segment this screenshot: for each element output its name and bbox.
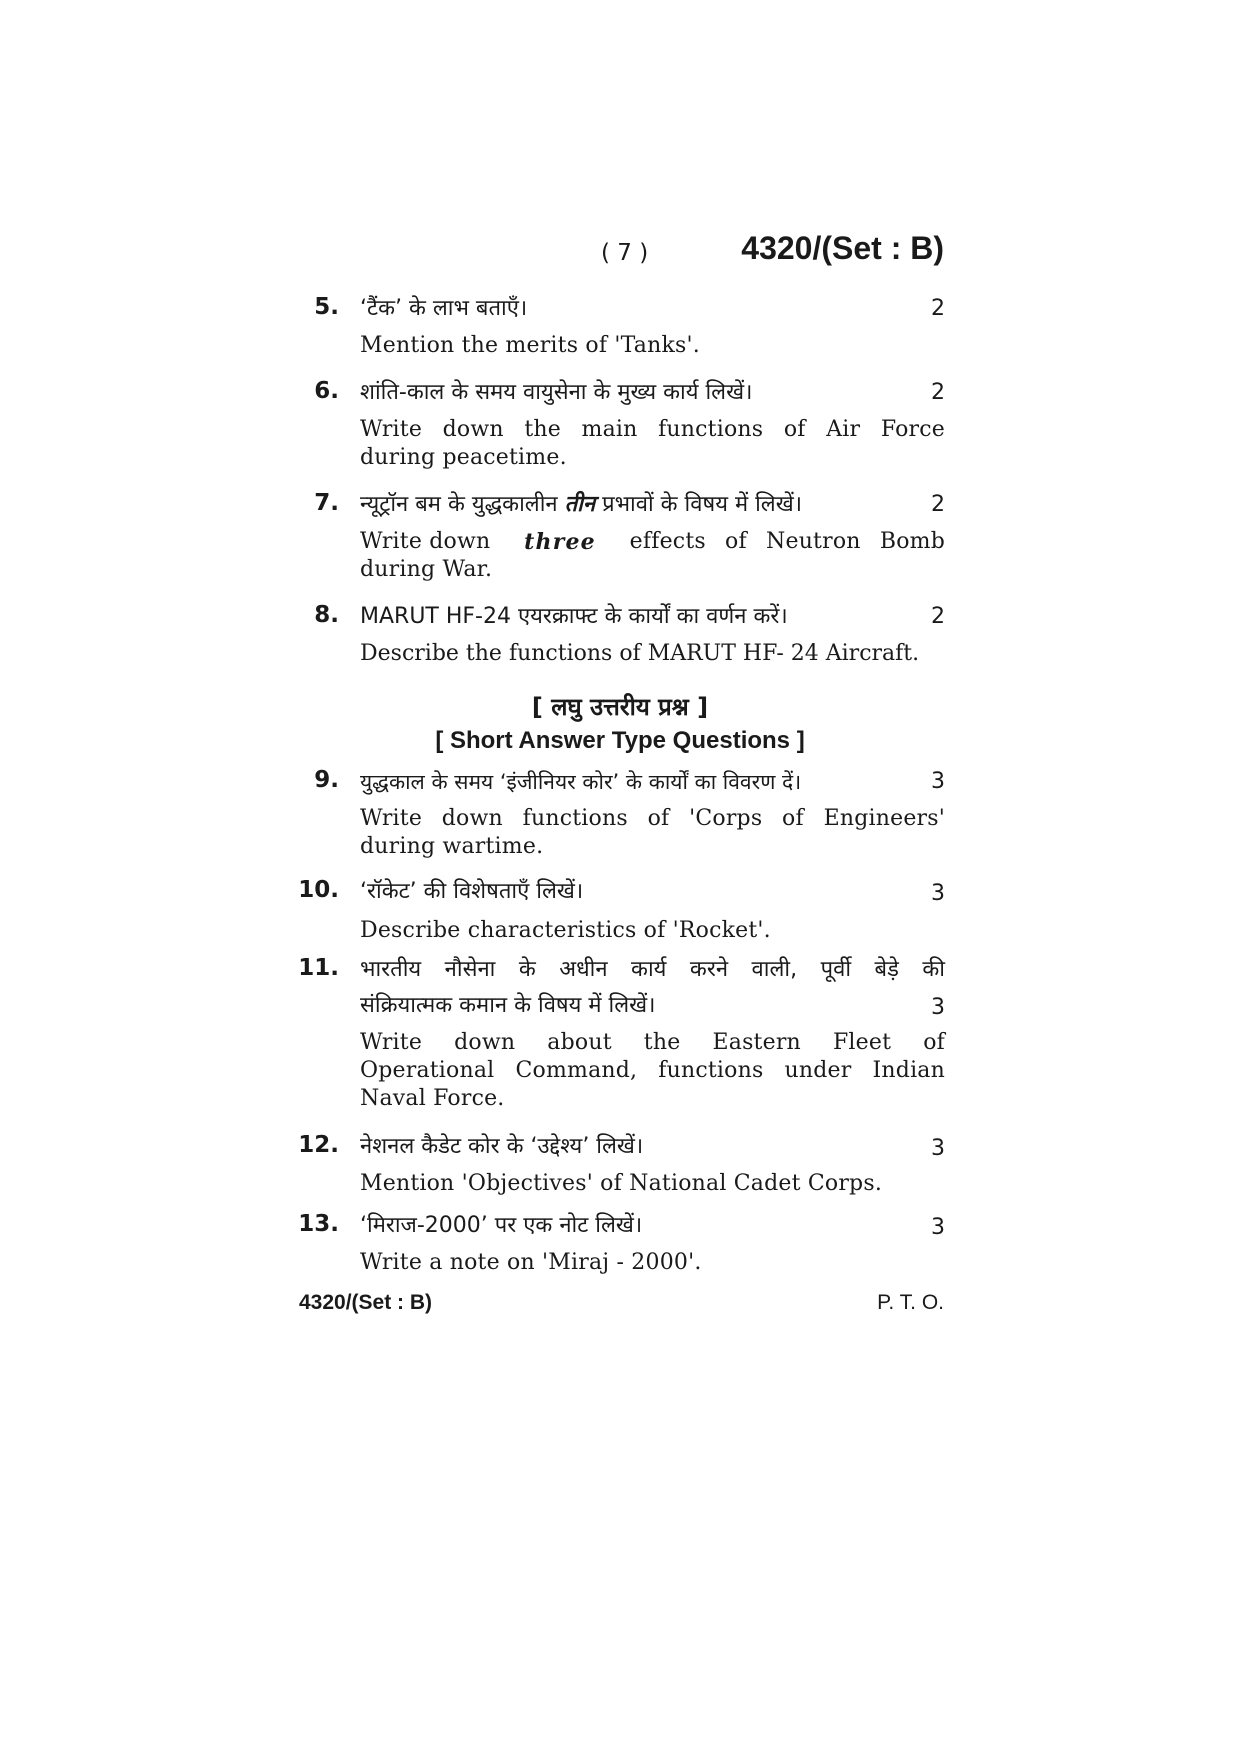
question-marks: 2	[931, 380, 945, 405]
question-marks: 3	[931, 995, 945, 1020]
question-number: 10.	[298, 877, 339, 903]
question-hindi: युद्धकाल के समय ‘इंजीनियर कोर’ के कार्यों का विवरण दें।	[360, 770, 802, 794]
question-english: Mention 'Objectives' of National Cadet Corps.	[360, 1171, 883, 1196]
question-marks: 2	[931, 296, 945, 321]
question-english-line-3: Naval Force.	[360, 1086, 505, 1111]
question-number: 6.	[314, 378, 339, 404]
question-english: Describe characteristics of 'Rocket'.	[360, 918, 771, 943]
question-english-line-1	[360, 528, 945, 556]
question-hindi-line-1: भारतीय नौसेना के अधीन कार्य करने वाली, पूर्वी बेड़े की	[360, 957, 945, 982]
question-english-line-2: during wartime.	[360, 834, 544, 859]
question-hindi: ‘मिराज-2000’ पर एक नोट लिखें।	[360, 1213, 643, 1238]
hindi-text-post: प्रभावों के विषय में लिखें।	[602, 492, 803, 517]
question-hindi: शांति-काल के समय वायुसेना के मुख्य कार्य लिखें।	[360, 380, 753, 405]
question-number: 8.	[314, 602, 339, 628]
question-hindi	[360, 488, 945, 522]
question-hindi: ‘टैंक’ के लाभ बताएँ।	[360, 296, 528, 321]
english-text-pre: Write down	[360, 529, 491, 554]
question-number: 9.	[314, 767, 339, 793]
question-marks: 2	[931, 492, 945, 517]
footer-pto: P. T. O.	[877, 1291, 944, 1314]
question-english-line-1: Write down about the Eastern Fleet of	[360, 1030, 945, 1055]
question-marks: 3	[931, 881, 945, 906]
question-marks: 3	[931, 1136, 945, 1161]
question-marks: 3	[931, 1215, 945, 1240]
question-marks: 2	[931, 604, 945, 629]
question-english: Describe the functions of MARUT HF- 24 Aircraft.	[360, 641, 920, 666]
question-english-line-1: Write down functions of 'Corps of Engineers'	[360, 806, 945, 831]
question-number: 5.	[314, 294, 339, 320]
question-english: Mention the merits of 'Tanks'.	[360, 333, 700, 358]
page-number: ( 7 )	[601, 240, 649, 266]
hindi-emphasis: तीन	[564, 492, 596, 517]
question-number: 13.	[298, 1211, 339, 1237]
question-hindi: नेशनल कैडेट कोर के ‘उद्देश्य’ लिखें।	[360, 1134, 644, 1159]
question-english-line-2: during War.	[360, 557, 493, 582]
question-number: 11.	[298, 955, 339, 981]
question-english-line-1: Write down the main functions of Air Force	[360, 417, 945, 442]
question-number: 12.	[298, 1132, 339, 1158]
question-hindi-line-2: संक्रियात्मक कमान के विषय में लिखें।	[360, 993, 656, 1018]
footer-paper-code: 4320/(Set : B)	[299, 1291, 433, 1314]
hindi-text-pre: न्यूट्रॉन बम के युद्धकालीन	[360, 492, 558, 517]
question-english-line-2: during peacetime.	[360, 445, 567, 470]
question-english-line-2: Operational Command, functions under Indian	[360, 1058, 945, 1083]
section-heading-hindi: [ लघु उत्तरीय प्रश्न ]	[531, 693, 709, 721]
question-english: Write a note on 'Miraj - 2000'.	[360, 1250, 702, 1275]
question-hindi: ‘रॉकेट’ की विशेषताएँ लिखें।	[360, 879, 584, 904]
english-emphasis: three	[524, 529, 596, 555]
english-text-post: effects of Neutron Bomb	[629, 529, 945, 554]
question-marks: 3	[931, 769, 945, 794]
question-hindi: MARUT HF-24 एयरक्राफ्ट के कार्यों का वर्णन करें।	[360, 604, 788, 629]
paper-code-header: 4320/(Set : B)	[741, 230, 944, 266]
section-heading-english: [ Short Answer Type Questions ]	[435, 727, 805, 754]
question-number: 7.	[314, 490, 339, 516]
